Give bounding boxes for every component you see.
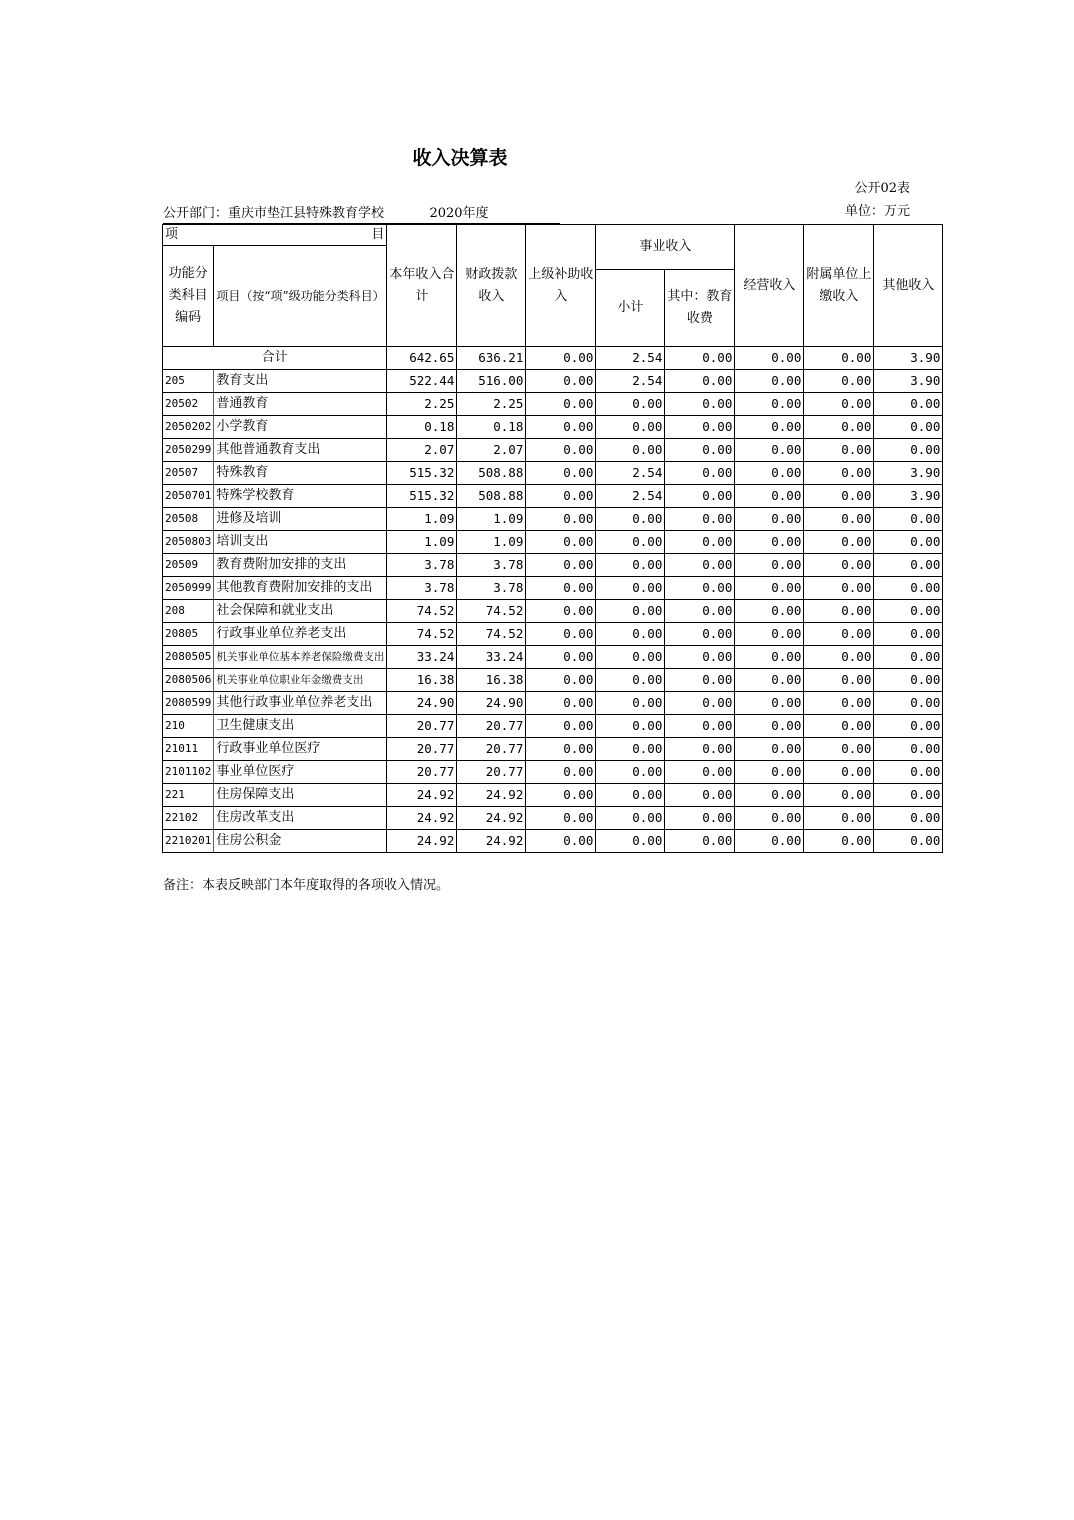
row-value: 0.00 [665, 508, 735, 531]
table-row [163, 784, 943, 807]
row-value: 0.00 [804, 531, 874, 554]
row-value: 0.00 [804, 692, 874, 715]
row-value: 1.09 [457, 531, 526, 554]
row-value: 0.00 [665, 370, 735, 393]
total-value: 642.65 [387, 347, 457, 370]
total-label: 合计 [163, 347, 387, 370]
table-row [163, 692, 943, 715]
row-value: 0.00 [735, 807, 804, 830]
row-value: 0.00 [665, 830, 735, 853]
row-value: 0.00 [665, 669, 735, 692]
header-code: 功能分类科目编码 [163, 246, 214, 347]
row-value: 0.00 [596, 531, 665, 554]
row-value: 0.00 [665, 623, 735, 646]
row-code: 2101102 [163, 761, 214, 784]
row-value: 2.54 [596, 485, 665, 508]
row-value: 2.54 [596, 462, 665, 485]
row-value: 3.78 [457, 577, 526, 600]
row-code: 208 [163, 600, 214, 623]
row-value: 0.00 [874, 416, 943, 439]
row-code: 2050701 [163, 485, 214, 508]
row-name: 住房保障支出 [214, 784, 387, 807]
row-value: 508.88 [457, 485, 526, 508]
row-value: 0.00 [874, 738, 943, 761]
row-value: 0.00 [596, 669, 665, 692]
row-value: 0.00 [874, 623, 943, 646]
row-name: 卫生健康支出 [214, 715, 387, 738]
table-row [163, 830, 943, 853]
row-value: 33.24 [387, 646, 457, 669]
row-value: 0.00 [735, 577, 804, 600]
row-value: 0.00 [804, 462, 874, 485]
row-value: 0.00 [874, 715, 943, 738]
row-name: 事业单位医疗 [214, 761, 387, 784]
row-value: 33.24 [457, 646, 526, 669]
row-value: 0.00 [874, 761, 943, 784]
row-name: 进修及培训 [214, 508, 387, 531]
row-value: 3.90 [874, 370, 943, 393]
row-value: 0.00 [665, 715, 735, 738]
row-value: 0.00 [874, 807, 943, 830]
table-row [163, 370, 943, 393]
header-affiliated: 附属单位上缴收入 [804, 225, 874, 347]
row-value: 20.77 [457, 715, 526, 738]
row-value: 0.00 [665, 393, 735, 416]
header-total: 本年收入合计 [387, 225, 457, 347]
row-value: 0.00 [804, 830, 874, 853]
header-subtotal: 小计 [596, 270, 665, 347]
table-row [163, 669, 943, 692]
row-value: 0.00 [665, 439, 735, 462]
row-value: 24.92 [457, 807, 526, 830]
row-code: 2080506 [163, 669, 214, 692]
row-value: 74.52 [387, 623, 457, 646]
row-value: 0.00 [596, 830, 665, 853]
row-code: 20502 [163, 393, 214, 416]
row-name: 特殊教育 [214, 462, 387, 485]
row-value: 0.00 [526, 393, 596, 416]
row-value: 0.00 [526, 738, 596, 761]
row-name: 其他普通教育支出 [214, 439, 387, 462]
row-value: 0.00 [665, 462, 735, 485]
row-value: 0.00 [665, 646, 735, 669]
table-row [163, 485, 943, 508]
row-code: 205 [163, 370, 214, 393]
row-value: 3.90 [874, 462, 943, 485]
row-value: 0.00 [874, 692, 943, 715]
row-value: 0.00 [874, 600, 943, 623]
row-code: 2050299 [163, 439, 214, 462]
row-value: 0.00 [526, 623, 596, 646]
row-name: 社会保障和就业支出 [214, 600, 387, 623]
unit-label: 单位：万元 [844, 204, 910, 219]
row-value: 2.07 [457, 439, 526, 462]
row-name: 行政事业单位医疗 [214, 738, 387, 761]
table-row [163, 508, 943, 531]
item-header-b: 目 [371, 227, 385, 242]
row-value: 0.00 [665, 416, 735, 439]
row-name: 行政事业单位养老支出 [214, 623, 387, 646]
total-value: 0.00 [665, 347, 735, 370]
row-value: 0.00 [735, 669, 804, 692]
total-value: 0.00 [804, 347, 874, 370]
row-value: 0.00 [874, 531, 943, 554]
row-value: 0.00 [526, 784, 596, 807]
row-value: 3.78 [457, 554, 526, 577]
row-value: 24.90 [387, 692, 457, 715]
footnote: 备注：本表反映部门本年度取得的各项收入情况。 [163, 878, 450, 893]
table-row [163, 600, 943, 623]
row-code: 20509 [163, 554, 214, 577]
row-code: 2080505 [163, 646, 214, 669]
row-value: 0.00 [526, 646, 596, 669]
row-value: 74.52 [457, 600, 526, 623]
row-value: 0.00 [874, 554, 943, 577]
row-name: 住房改革支出 [214, 807, 387, 830]
row-value: 24.92 [387, 784, 457, 807]
row-value: 0.00 [804, 761, 874, 784]
row-name: 其他教育费附加安排的支出 [214, 577, 387, 600]
row-value: 0.00 [874, 393, 943, 416]
row-name: 教育支出 [214, 370, 387, 393]
row-value: 0.00 [665, 738, 735, 761]
row-value: 0.00 [596, 692, 665, 715]
row-value: 0.00 [596, 577, 665, 600]
row-value: 0.00 [596, 623, 665, 646]
row-value: 0.00 [804, 554, 874, 577]
table-row [163, 531, 943, 554]
row-code: 22102 [163, 807, 214, 830]
row-value: 0.00 [804, 393, 874, 416]
row-value: 2.54 [596, 370, 665, 393]
row-value: 0.00 [874, 646, 943, 669]
total-value: 636.21 [457, 347, 526, 370]
row-value: 0.00 [665, 692, 735, 715]
row-value: 16.38 [387, 669, 457, 692]
row-code: 2080599 [163, 692, 214, 715]
header-career: 事业收入 [596, 225, 735, 270]
row-value: 516.00 [457, 370, 526, 393]
row-value: 0.00 [804, 416, 874, 439]
header-edu-fee: 其中：教育收费 [665, 270, 735, 347]
row-value: 0.00 [526, 485, 596, 508]
row-value: 0.00 [804, 807, 874, 830]
row-value: 2.07 [387, 439, 457, 462]
row-value: 0.18 [457, 416, 526, 439]
row-value: 0.00 [804, 738, 874, 761]
row-value: 20.77 [387, 715, 457, 738]
row-name: 培训支出 [214, 531, 387, 554]
fiscal-year: 2020年度 [358, 205, 560, 224]
form-number: 公开02表 [854, 181, 910, 196]
row-value: 0.00 [804, 623, 874, 646]
row-value: 0.00 [526, 462, 596, 485]
header-fiscal: 财政拨款收入 [457, 225, 526, 347]
row-code: 210 [163, 715, 214, 738]
row-code: 2050803 [163, 531, 214, 554]
table-row [163, 623, 943, 646]
row-value: 522.44 [387, 370, 457, 393]
header-operating: 经营收入 [735, 225, 804, 347]
table-row [163, 761, 943, 784]
total-value: 0.00 [526, 347, 596, 370]
row-code: 221 [163, 784, 214, 807]
row-value: 16.38 [457, 669, 526, 692]
table-row [163, 577, 943, 600]
row-value: 0.00 [804, 439, 874, 462]
header-name: 项目（按“项”级功能分类科目） [214, 246, 387, 347]
row-value: 0.00 [526, 715, 596, 738]
row-code: 20805 [163, 623, 214, 646]
row-value: 0.00 [665, 577, 735, 600]
header-upper: 上级补助收入 [526, 225, 596, 347]
total-row [163, 347, 943, 370]
row-value: 0.00 [735, 531, 804, 554]
row-value: 3.78 [387, 554, 457, 577]
row-value: 0.00 [596, 600, 665, 623]
row-value: 508.88 [457, 462, 526, 485]
row-value: 0.00 [735, 508, 804, 531]
row-value: 0.00 [526, 830, 596, 853]
row-value: 0.00 [735, 715, 804, 738]
row-value: 0.00 [526, 439, 596, 462]
row-name: 特殊学校教育 [214, 485, 387, 508]
row-value: 3.78 [387, 577, 457, 600]
row-code: 21011 [163, 738, 214, 761]
row-value: 0.00 [665, 600, 735, 623]
table-row [163, 393, 943, 416]
row-value: 0.00 [735, 393, 804, 416]
row-value: 2.25 [387, 393, 457, 416]
row-value: 0.00 [735, 738, 804, 761]
row-value: 0.18 [387, 416, 457, 439]
item-header-a: 项 [165, 227, 179, 242]
row-value: 0.00 [874, 508, 943, 531]
row-value: 74.52 [457, 623, 526, 646]
row-value: 0.00 [665, 761, 735, 784]
row-name: 机关事业单位基本养老保险缴费支出 [214, 646, 387, 669]
row-value: 0.00 [735, 462, 804, 485]
row-value: 20.77 [457, 761, 526, 784]
table-row [163, 439, 943, 462]
table-row [163, 416, 943, 439]
row-value: 1.09 [387, 508, 457, 531]
table-row [163, 462, 943, 485]
department-label: 公开部门：重庆市垫江县特殊教育学校 [163, 205, 358, 224]
row-value: 0.00 [735, 623, 804, 646]
row-code: 2210201 [163, 830, 214, 853]
row-value: 0.00 [735, 600, 804, 623]
row-value: 24.92 [387, 830, 457, 853]
row-value: 0.00 [735, 416, 804, 439]
row-value: 0.00 [874, 669, 943, 692]
row-value: 2.25 [457, 393, 526, 416]
row-value: 0.00 [665, 807, 735, 830]
row-code: 2050202 [163, 416, 214, 439]
row-value: 0.00 [735, 761, 804, 784]
row-value: 24.92 [457, 830, 526, 853]
row-value: 0.00 [665, 531, 735, 554]
row-value: 515.32 [387, 462, 457, 485]
row-value: 0.00 [804, 646, 874, 669]
row-value: 0.00 [665, 485, 735, 508]
row-value: 0.00 [804, 600, 874, 623]
row-value: 515.32 [387, 485, 457, 508]
row-name: 住房公积金 [214, 830, 387, 853]
row-value: 0.00 [596, 784, 665, 807]
page-title: 收入决算表 [412, 147, 508, 169]
row-value: 1.09 [387, 531, 457, 554]
row-value: 0.00 [596, 508, 665, 531]
row-name: 普通教育 [214, 393, 387, 416]
row-value: 0.00 [665, 784, 735, 807]
row-value: 0.00 [596, 439, 665, 462]
total-value: 2.54 [596, 347, 665, 370]
header-other: 其他收入 [874, 225, 943, 347]
table-row [163, 738, 943, 761]
row-value: 0.00 [804, 669, 874, 692]
row-name: 教育费附加安排的支出 [214, 554, 387, 577]
row-value: 0.00 [735, 830, 804, 853]
row-value: 0.00 [735, 370, 804, 393]
row-value: 0.00 [804, 508, 874, 531]
row-value: 0.00 [596, 554, 665, 577]
row-value: 0.00 [526, 508, 596, 531]
row-value: 20.77 [387, 738, 457, 761]
row-name: 其他行政事业单位养老支出 [214, 692, 387, 715]
row-value: 0.00 [526, 692, 596, 715]
row-value: 0.00 [804, 784, 874, 807]
table-row [163, 715, 943, 738]
row-value: 0.00 [735, 692, 804, 715]
row-name: 小学教育 [214, 416, 387, 439]
row-value: 0.00 [804, 715, 874, 738]
row-value: 24.92 [387, 807, 457, 830]
row-value: 1.09 [457, 508, 526, 531]
row-value: 0.00 [874, 784, 943, 807]
row-value: 0.00 [596, 393, 665, 416]
total-value: 3.90 [874, 347, 943, 370]
row-value: 24.92 [457, 784, 526, 807]
row-value: 0.00 [596, 715, 665, 738]
row-name: 机关事业单位职业年金缴费支出 [214, 669, 387, 692]
row-value: 0.00 [596, 646, 665, 669]
row-value: 0.00 [526, 669, 596, 692]
row-value: 0.00 [526, 531, 596, 554]
row-value: 0.00 [596, 807, 665, 830]
row-value: 0.00 [596, 416, 665, 439]
row-value: 0.00 [526, 554, 596, 577]
row-value: 0.00 [735, 554, 804, 577]
row-value: 0.00 [526, 807, 596, 830]
row-value: 0.00 [665, 554, 735, 577]
row-value: 0.00 [526, 600, 596, 623]
row-value: 0.00 [735, 784, 804, 807]
row-value: 0.00 [735, 485, 804, 508]
row-value: 0.00 [526, 370, 596, 393]
table-row [163, 554, 943, 577]
total-value: 0.00 [735, 347, 804, 370]
row-value: 0.00 [596, 761, 665, 784]
row-value: 0.00 [804, 485, 874, 508]
row-value: 74.52 [387, 600, 457, 623]
row-value: 24.90 [457, 692, 526, 715]
row-code: 2050999 [163, 577, 214, 600]
row-value: 0.00 [874, 439, 943, 462]
row-value: 3.90 [874, 485, 943, 508]
row-value: 0.00 [735, 439, 804, 462]
row-value: 20.77 [457, 738, 526, 761]
row-code: 20507 [163, 462, 214, 485]
item-header [163, 225, 387, 246]
row-value: 0.00 [804, 577, 874, 600]
row-value: 0.00 [804, 370, 874, 393]
row-value: 0.00 [874, 577, 943, 600]
row-value: 0.00 [526, 416, 596, 439]
row-code: 20508 [163, 508, 214, 531]
row-value: 0.00 [526, 577, 596, 600]
table-row [163, 807, 943, 830]
row-value: 0.00 [526, 761, 596, 784]
row-value: 0.00 [874, 830, 943, 853]
row-value: 0.00 [735, 646, 804, 669]
table-row [163, 646, 943, 669]
row-value: 0.00 [596, 738, 665, 761]
income-table [162, 224, 943, 853]
row-value: 20.77 [387, 761, 457, 784]
